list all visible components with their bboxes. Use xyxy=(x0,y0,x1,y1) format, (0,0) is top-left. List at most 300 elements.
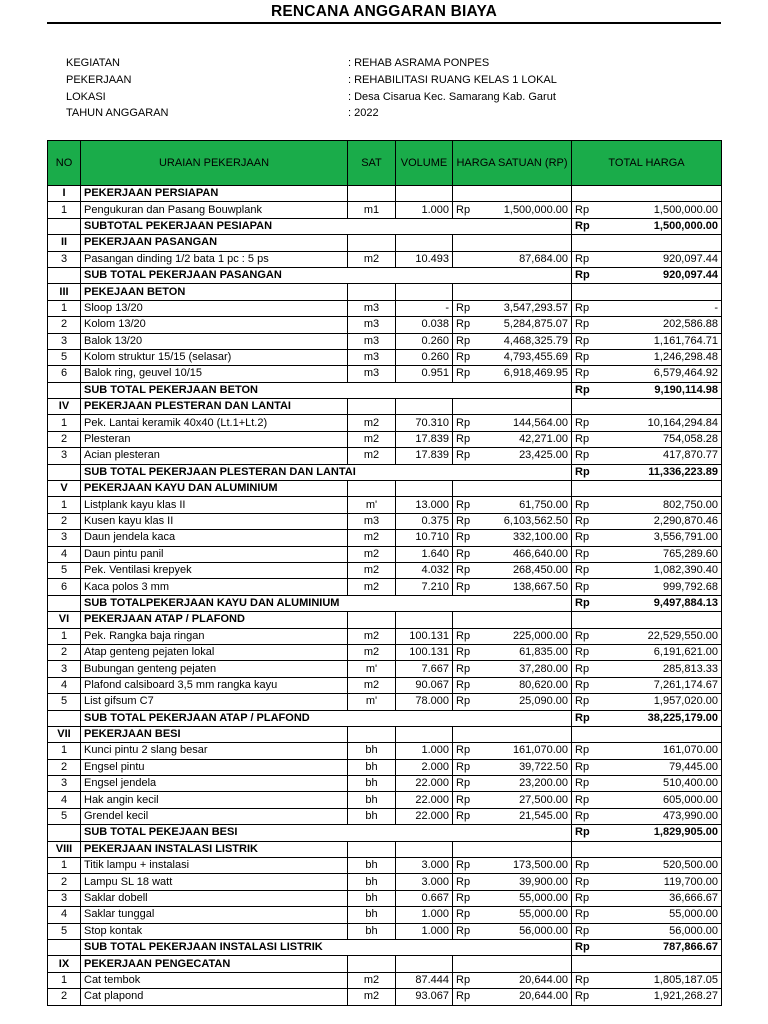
total-price: 999,792.68 xyxy=(599,579,722,595)
info-label-tahun: TAHUN ANGGARAN xyxy=(66,107,169,119)
unit-price: 55,000.00 xyxy=(475,890,572,906)
item-description: Kolom struktur 15/15 (selasar) xyxy=(81,349,348,365)
table-row xyxy=(48,907,722,923)
table-row xyxy=(48,858,722,874)
item-volume: 4.032 xyxy=(396,562,453,578)
unit-price: 332,100.00 xyxy=(475,530,572,546)
item-number: 5 xyxy=(48,694,81,710)
item-unit: m' xyxy=(348,497,396,513)
info-value-kegiatan: : REHAB ASRAMA PONPES xyxy=(348,57,490,69)
unit-price-currency: Rp xyxy=(453,300,475,316)
item-number: 5 xyxy=(48,923,81,939)
empty-cell xyxy=(572,399,722,415)
table-header-row xyxy=(48,141,722,186)
item-description: Cat tembok xyxy=(81,972,348,988)
item-description: Balok ring, geuvel 10/15 xyxy=(81,366,348,382)
item-unit: bh xyxy=(348,792,396,808)
table-row xyxy=(48,349,722,365)
subtotal-currency: Rp xyxy=(572,825,599,841)
empty-cell xyxy=(48,464,81,480)
subtotal-label: SUB TOTALPEKERJAAN KAYU DAN ALUMINIUM xyxy=(81,595,572,611)
item-volume: 13.000 xyxy=(396,497,453,513)
section-header-row xyxy=(48,284,722,300)
info-label-kegiatan: KEGIATAN xyxy=(66,57,120,69)
item-unit: m3 xyxy=(348,366,396,382)
unit-price: 6,918,469.95 xyxy=(475,366,572,382)
item-description: Pek. Rangka baja ringan xyxy=(81,628,348,644)
total-currency: Rp xyxy=(572,661,599,677)
total-price: 510,400.00 xyxy=(599,776,722,792)
section-number: VII xyxy=(48,726,81,742)
subtotal-value: 1,500,000.00 xyxy=(599,218,722,234)
unit-price-currency: Rp xyxy=(453,366,475,382)
total-price: 285,813.33 xyxy=(599,661,722,677)
table-row xyxy=(48,333,722,349)
item-number: 6 xyxy=(48,579,81,595)
subtotal-row xyxy=(48,464,722,480)
empty-cell xyxy=(396,186,453,202)
empty-cell xyxy=(572,726,722,742)
total-price: 6,191,621.00 xyxy=(599,644,722,660)
unit-price: 20,644.00 xyxy=(475,972,572,988)
table-row xyxy=(48,546,722,562)
item-description: Cat plapond xyxy=(81,989,348,1005)
unit-price: 20,644.00 xyxy=(475,989,572,1005)
item-volume: 100.131 xyxy=(396,628,453,644)
section-title: PEKERJAAN ATAP / PLAFOND xyxy=(81,612,348,628)
item-volume: 17.839 xyxy=(396,431,453,447)
total-currency: Rp xyxy=(572,907,599,923)
total-price: 22,529,550.00 xyxy=(599,628,722,644)
table-row xyxy=(48,677,722,693)
info-value-lokasi: : Desa Cisarua Kec. Samarang Kab. Garut xyxy=(348,91,556,103)
item-description: Atap genteng pejaten lokal xyxy=(81,644,348,660)
item-unit: m2 xyxy=(348,448,396,464)
item-volume: 3.000 xyxy=(396,858,453,874)
table-row xyxy=(48,989,722,1005)
section-number: IV xyxy=(48,399,81,415)
item-unit: m' xyxy=(348,661,396,677)
item-number: 1 xyxy=(48,497,81,513)
section-number: IX xyxy=(48,956,81,972)
item-number: 2 xyxy=(48,513,81,529)
total-currency: Rp xyxy=(572,202,599,218)
total-price: 765,289.60 xyxy=(599,546,722,562)
item-unit: m1 xyxy=(348,202,396,218)
unit-price-currency: Rp xyxy=(453,628,475,644)
table-row xyxy=(48,579,722,595)
item-volume: 0.260 xyxy=(396,349,453,365)
subtotal-value: 11,336,223.89 xyxy=(599,464,722,480)
total-currency: Rp xyxy=(572,562,599,578)
title-underline xyxy=(47,22,721,24)
total-price: 55,000.00 xyxy=(599,907,722,923)
section-number: III xyxy=(48,284,81,300)
table-row xyxy=(48,300,722,316)
unit-price: 173,500.00 xyxy=(475,858,572,874)
item-number: 4 xyxy=(48,792,81,808)
empty-cell xyxy=(396,284,453,300)
table-row xyxy=(48,513,722,529)
item-unit: m2 xyxy=(348,677,396,693)
subtotal-label: SUB TOTAL PEKERJAAN ATAP / PLAFOND xyxy=(81,710,572,726)
empty-cell xyxy=(348,235,396,251)
unit-price-currency: Rp xyxy=(453,513,475,529)
unit-price: 3,547,293.57 xyxy=(475,300,572,316)
unit-price: 161,070.00 xyxy=(475,743,572,759)
total-price: - xyxy=(599,300,722,316)
empty-cell xyxy=(48,825,81,841)
header-sat: SAT xyxy=(348,141,396,186)
total-currency: Rp xyxy=(572,579,599,595)
empty-cell xyxy=(396,481,453,497)
section-title: PEKERJAAN PLESTERAN DAN LANTAI xyxy=(81,399,348,415)
item-description: Pek. Lantai keramik 40x40 (Lt.1+Lt.2) xyxy=(81,415,348,431)
table-row xyxy=(48,776,722,792)
item-description: Sloop 13/20 xyxy=(81,300,348,316)
total-price: 920,097.44 xyxy=(599,251,722,267)
total-price: 6,579,464.92 xyxy=(599,366,722,382)
unit-price: 6,103,562.50 xyxy=(475,513,572,529)
subtotal-row xyxy=(48,939,722,955)
total-currency: Rp xyxy=(572,644,599,660)
item-volume: 1.000 xyxy=(396,202,453,218)
unit-price-currency: Rp xyxy=(453,890,475,906)
empty-cell xyxy=(396,235,453,251)
unit-price: 4,468,325.79 xyxy=(475,333,572,349)
item-description: Pasangan dinding 1/2 bata 1 pc : 5 ps xyxy=(81,251,348,267)
empty-cell xyxy=(48,267,81,283)
header-harga-satuan: HARGA SATUAN (RP) xyxy=(453,141,572,186)
item-volume: 7.667 xyxy=(396,661,453,677)
item-unit: m2 xyxy=(348,644,396,660)
empty-cell xyxy=(348,284,396,300)
item-volume: 10.710 xyxy=(396,530,453,546)
item-number: 2 xyxy=(48,431,81,447)
section-header-row xyxy=(48,841,722,857)
unit-price-currency: Rp xyxy=(453,448,475,464)
item-description: Listplank kayu klas II xyxy=(81,497,348,513)
empty-cell xyxy=(572,284,722,300)
item-unit: m3 xyxy=(348,300,396,316)
item-volume: 0.375 xyxy=(396,513,453,529)
total-currency: Rp xyxy=(572,300,599,316)
total-currency: Rp xyxy=(572,546,599,562)
item-number: 5 xyxy=(48,562,81,578)
item-unit: m2 xyxy=(348,579,396,595)
unit-price-currency: Rp xyxy=(453,989,475,1005)
total-currency: Rp xyxy=(572,628,599,644)
unit-price: 25,090.00 xyxy=(475,694,572,710)
total-currency: Rp xyxy=(572,497,599,513)
empty-cell xyxy=(348,481,396,497)
item-unit: m3 xyxy=(348,333,396,349)
item-volume: 2.000 xyxy=(396,759,453,775)
section-title: PEKEJAAN BETON xyxy=(81,284,348,300)
empty-cell xyxy=(348,186,396,202)
table-row xyxy=(48,431,722,447)
total-price: 1,161,764.71 xyxy=(599,333,722,349)
item-volume: 87.444 xyxy=(396,972,453,988)
header-total-harga: TOTAL HARGA xyxy=(572,141,722,186)
empty-cell xyxy=(572,481,722,497)
unit-price: 23,200.00 xyxy=(475,776,572,792)
item-unit: bh xyxy=(348,759,396,775)
table-row xyxy=(48,890,722,906)
empty-cell xyxy=(572,956,722,972)
empty-cell xyxy=(396,726,453,742)
item-volume: 1.000 xyxy=(396,907,453,923)
empty-cell xyxy=(396,841,453,857)
item-description: Plesteran xyxy=(81,431,348,447)
unit-price-currency: Rp xyxy=(453,579,475,595)
total-currency: Rp xyxy=(572,415,599,431)
header-volume: VOLUME xyxy=(396,141,453,186)
total-currency: Rp xyxy=(572,792,599,808)
item-description: Acian plesteran xyxy=(81,448,348,464)
item-volume: 22.000 xyxy=(396,808,453,824)
item-number: 3 xyxy=(48,776,81,792)
item-number: 3 xyxy=(48,530,81,546)
total-currency: Rp xyxy=(572,890,599,906)
unit-price: 138,667.50 xyxy=(475,579,572,595)
item-description: Stop kontak xyxy=(81,923,348,939)
table-row xyxy=(48,530,722,546)
empty-cell xyxy=(48,382,81,398)
empty-cell xyxy=(396,956,453,972)
empty-cell xyxy=(48,595,81,611)
item-number: 1 xyxy=(48,415,81,431)
unit-price: 144,564.00 xyxy=(475,415,572,431)
table-row xyxy=(48,497,722,513)
item-volume: 0.667 xyxy=(396,890,453,906)
budget-table xyxy=(47,140,722,1006)
item-volume: 100.131 xyxy=(396,644,453,660)
section-title: PEKERJAAN PASANGAN xyxy=(81,235,348,251)
item-number: 4 xyxy=(48,907,81,923)
total-price: 79,445.00 xyxy=(599,759,722,775)
item-volume: 93.067 xyxy=(396,989,453,1005)
empty-cell xyxy=(572,235,722,251)
total-currency: Rp xyxy=(572,776,599,792)
unit-price-currency: Rp xyxy=(453,317,475,333)
total-price: 520,500.00 xyxy=(599,858,722,874)
info-label-pekerjaan: PEKERJAAN xyxy=(66,74,132,86)
item-description: Bubungan genteng pejaten xyxy=(81,661,348,677)
empty-cell xyxy=(453,284,572,300)
item-volume: 70.310 xyxy=(396,415,453,431)
item-unit: m2 xyxy=(348,431,396,447)
table-row xyxy=(48,694,722,710)
total-price: 36,666.67 xyxy=(599,890,722,906)
subtotal-label: SUB TOTAL PEKERJAAN BETON xyxy=(81,382,572,398)
subtotal-currency: Rp xyxy=(572,267,599,283)
total-price: 3,556,791.00 xyxy=(599,530,722,546)
table-row xyxy=(48,759,722,775)
total-price: 202,586.88 xyxy=(599,317,722,333)
item-volume: 1.640 xyxy=(396,546,453,562)
total-price: 1,246,298.48 xyxy=(599,349,722,365)
unit-price-currency: Rp xyxy=(453,333,475,349)
unit-price-currency xyxy=(453,251,475,267)
table-body xyxy=(48,186,722,1006)
item-unit: bh xyxy=(348,907,396,923)
section-header-row xyxy=(48,399,722,415)
subtotal-row xyxy=(48,710,722,726)
subtotal-row xyxy=(48,595,722,611)
item-unit: m' xyxy=(348,694,396,710)
total-price: 56,000.00 xyxy=(599,923,722,939)
item-unit: bh xyxy=(348,743,396,759)
section-header-row xyxy=(48,235,722,251)
section-title: PEKERJAAN INSTALASI LISTRIK xyxy=(81,841,348,857)
unit-price: 61,750.00 xyxy=(475,497,572,513)
total-price: 473,990.00 xyxy=(599,808,722,824)
unit-price-currency: Rp xyxy=(453,907,475,923)
empty-cell xyxy=(572,841,722,857)
item-description: Pengukuran dan Pasang Bouwplank xyxy=(81,202,348,218)
unit-price-currency: Rp xyxy=(453,677,475,693)
item-unit: bh xyxy=(348,776,396,792)
total-currency: Rp xyxy=(572,923,599,939)
item-number: 2 xyxy=(48,874,81,890)
unit-price: 80,620.00 xyxy=(475,677,572,693)
total-price: 161,070.00 xyxy=(599,743,722,759)
empty-cell xyxy=(572,186,722,202)
unit-price-currency: Rp xyxy=(453,743,475,759)
section-number: V xyxy=(48,481,81,497)
item-description: Balok 13/20 xyxy=(81,333,348,349)
total-currency: Rp xyxy=(572,349,599,365)
empty-cell xyxy=(396,612,453,628)
subtotal-value: 1,829,905.00 xyxy=(599,825,722,841)
subtotal-label: SUB TOTAL PEKERJAAN INSTALASI LISTRIK xyxy=(81,939,572,955)
subtotal-currency: Rp xyxy=(572,218,599,234)
unit-price: 23,425.00 xyxy=(475,448,572,464)
section-number: VI xyxy=(48,612,81,628)
subtotal-label: SUBTOTAL PEKERJAAN PESIAPAN xyxy=(81,218,572,234)
item-description: Kolom 13/20 xyxy=(81,317,348,333)
item-description: Kunci pintu 2 slang besar xyxy=(81,743,348,759)
item-description: Daun jendela kaca xyxy=(81,530,348,546)
total-currency: Rp xyxy=(572,874,599,890)
total-price: 1,957,020.00 xyxy=(599,694,722,710)
item-volume: 17.839 xyxy=(396,448,453,464)
unit-price-currency: Rp xyxy=(453,923,475,939)
unit-price-currency: Rp xyxy=(453,694,475,710)
unit-price-currency: Rp xyxy=(453,431,475,447)
empty-cell xyxy=(453,841,572,857)
item-number: 3 xyxy=(48,661,81,677)
total-currency: Rp xyxy=(572,694,599,710)
table-row xyxy=(48,972,722,988)
table-row xyxy=(48,366,722,382)
item-unit: m2 xyxy=(348,989,396,1005)
item-unit: bh xyxy=(348,923,396,939)
unit-price-currency: Rp xyxy=(453,562,475,578)
empty-cell xyxy=(48,218,81,234)
subtotal-row xyxy=(48,267,722,283)
section-title: PEKERJAAN KAYU DAN ALUMINIUM xyxy=(81,481,348,497)
section-title: PEKERJAAN BESI xyxy=(81,726,348,742)
item-description: Saklar dobell xyxy=(81,890,348,906)
subtotal-row xyxy=(48,382,722,398)
empty-cell xyxy=(396,399,453,415)
total-currency: Rp xyxy=(572,513,599,529)
unit-price-currency: Rp xyxy=(453,759,475,775)
empty-cell xyxy=(348,841,396,857)
item-unit: m3 xyxy=(348,317,396,333)
unit-price: 37,280.00 xyxy=(475,661,572,677)
item-unit: bh xyxy=(348,808,396,824)
subtotal-value: 9,497,884.13 xyxy=(599,595,722,611)
item-number: 2 xyxy=(48,759,81,775)
total-currency: Rp xyxy=(572,759,599,775)
table-row xyxy=(48,874,722,890)
header-no: NO xyxy=(48,141,81,186)
item-number: 1 xyxy=(48,972,81,988)
subtotal-label: SUB TOTAL PEKEJAAN BESI xyxy=(81,825,572,841)
info-label-lokasi: LOKASI xyxy=(66,91,106,103)
item-number: 5 xyxy=(48,349,81,365)
item-unit: m2 xyxy=(348,546,396,562)
total-price: 119,700.00 xyxy=(599,874,722,890)
item-description: Plafond calsiboard 3,5 mm rangka kayu xyxy=(81,677,348,693)
info-value-tahun: : 2022 xyxy=(348,107,379,119)
unit-price: 4,793,455.69 xyxy=(475,349,572,365)
total-currency: Rp xyxy=(572,333,599,349)
unit-price: 39,900.00 xyxy=(475,874,572,890)
item-description: Engsel pintu xyxy=(81,759,348,775)
unit-price-currency: Rp xyxy=(453,497,475,513)
unit-price: 268,450.00 xyxy=(475,562,572,578)
unit-price-currency: Rp xyxy=(453,874,475,890)
item-description: Daun pintu panil xyxy=(81,546,348,562)
unit-price-currency: Rp xyxy=(453,972,475,988)
unit-price-currency: Rp xyxy=(453,415,475,431)
item-number: 1 xyxy=(48,858,81,874)
section-number: VIII xyxy=(48,841,81,857)
total-price: 2,290,870.46 xyxy=(599,513,722,529)
total-price: 7,261,174.67 xyxy=(599,677,722,693)
table-row xyxy=(48,792,722,808)
unit-price-currency: Rp xyxy=(453,661,475,677)
total-currency: Rp xyxy=(572,989,599,1005)
item-unit: bh xyxy=(348,874,396,890)
total-currency: Rp xyxy=(572,677,599,693)
item-unit: m2 xyxy=(348,415,396,431)
table-row xyxy=(48,448,722,464)
table-row xyxy=(48,415,722,431)
empty-cell xyxy=(453,612,572,628)
item-number: 3 xyxy=(48,890,81,906)
empty-cell xyxy=(348,956,396,972)
item-description: Pek. Ventilasi krepyek xyxy=(81,562,348,578)
section-header-row xyxy=(48,726,722,742)
item-number: 3 xyxy=(48,251,81,267)
table-row xyxy=(48,251,722,267)
item-number: 6 xyxy=(48,366,81,382)
section-number: II xyxy=(48,235,81,251)
total-currency: Rp xyxy=(572,743,599,759)
unit-price: 5,284,875.07 xyxy=(475,317,572,333)
item-description: Engsel jendela xyxy=(81,776,348,792)
total-price: 605,000.00 xyxy=(599,792,722,808)
subtotal-currency: Rp xyxy=(572,382,599,398)
total-currency: Rp xyxy=(572,317,599,333)
unit-price-currency: Rp xyxy=(453,349,475,365)
table-row xyxy=(48,562,722,578)
